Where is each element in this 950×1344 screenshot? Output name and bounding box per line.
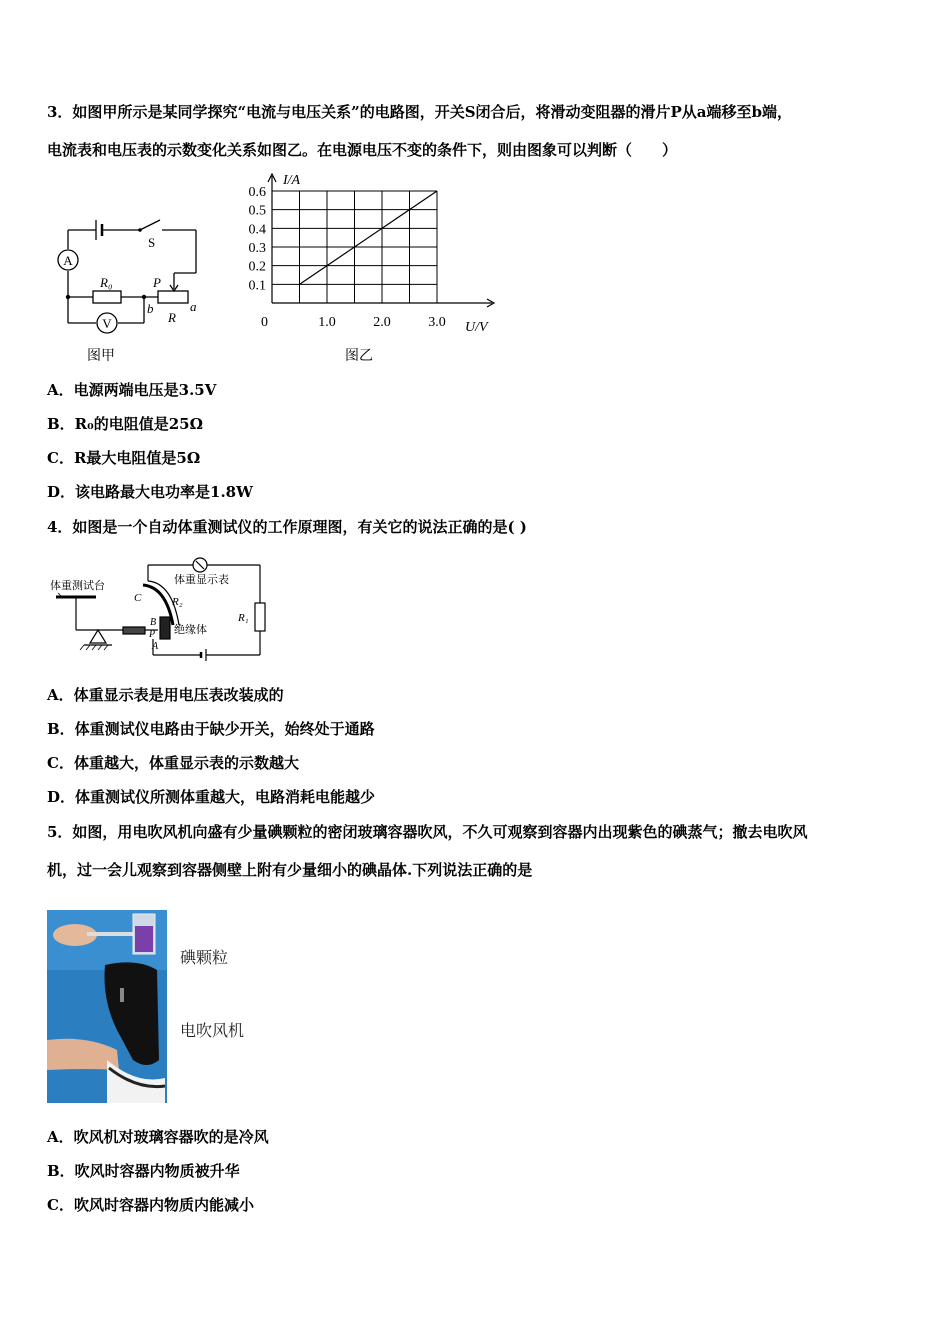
q3-stem-line2: 电流表和电压表的示数变化关系如图乙。在电源电压不变的条件下，则由图象可以判断（ ） [47, 141, 678, 159]
q3-option-c[interactable]: C．R最大电阻值是5Ω [47, 449, 201, 467]
q3-option-a[interactable]: A．电源两端电压是3.5V [47, 381, 217, 399]
r2-label: R₂ [172, 596, 183, 608]
q5-option-a[interactable]: A．吹风机对玻璃容器吹的是冷风 [47, 1128, 269, 1146]
q4-stem: 4．如图是一个自动体重测试仪的工作原理图，有关它的说法正确的是( ) [47, 518, 527, 536]
display-label: 体重显示表 [174, 574, 229, 586]
q5-stem-line1: 5．如图，用电吹风机向盛有少量碘颗粒的密闭玻璃容器吹风，不久可观察到容器内出现紫色的碘蒸气；撤去电吹风 [47, 823, 808, 841]
x-tick-label: 0 [261, 315, 268, 330]
x-tick-label: 3.0 [428, 315, 446, 330]
q3-iu-graph [235, 168, 500, 343]
voltmeter-label: V [102, 316, 112, 331]
fig-yi-caption: 图乙 [345, 348, 373, 364]
switch-label: S [148, 235, 156, 250]
y-tick-label: 0.6 [248, 185, 266, 200]
x-axis-label: U/V [465, 320, 488, 335]
q4-option-a[interactable]: A．体重显示表是用电压表改装成的 [47, 686, 284, 704]
q4-weight-scale-diagram [48, 555, 283, 667]
series-line [300, 191, 438, 284]
q3-circuit-diagram [48, 205, 218, 365]
q3-option-b[interactable]: B．R₀的电阻值是25Ω [47, 415, 203, 433]
q5-option-c[interactable]: C．吹风时容器内物质内能减小 [47, 1196, 254, 1214]
hairdryer-label: 电吹风机 [180, 1021, 245, 1040]
rheostat-label: R [168, 310, 176, 325]
y-axis-label: I/A [283, 173, 301, 188]
y-tick-label: 0.4 [248, 222, 266, 238]
r0-label: R₀ [100, 275, 113, 290]
y-tick-label: 0.5 [248, 203, 266, 219]
y-tick-label: 0.1 [248, 278, 266, 294]
point-a-label: A [152, 641, 159, 652]
r1-label: R₁ [238, 612, 249, 624]
end-b-label: b [147, 301, 154, 316]
point-b-label: B [150, 617, 157, 628]
r0-resistor [93, 291, 121, 303]
q5-hairdryer-photo [47, 910, 167, 1103]
q4-option-d[interactable]: D．体重测试仪所测体重越大，电路消耗电能越少 [47, 788, 376, 806]
y-tick-label: 0.2 [248, 259, 266, 275]
switch-blade [140, 220, 160, 230]
rheostat [158, 291, 188, 303]
point-c-label: C [134, 592, 142, 604]
point-p-label: P [149, 629, 156, 640]
x-tick-label: 2.0 [373, 315, 391, 330]
q3-stem-line1: 3．如图甲所示是某同学探究“电流与电压关系”的电路图，开关S闭合后，将滑动变阻器的滑片P从a端移至b端， [47, 103, 793, 121]
fig-jia-caption: 图甲 [87, 348, 115, 364]
q4-option-b[interactable]: B．体重测试仪电路由于缺少开关，始终处于通路 [47, 720, 375, 738]
q5-stem-line2: 机，过一会儿观察到容器侧壁上附有少量细小的碘晶体.下列说法正确的是 [47, 861, 533, 879]
iodine-label: 碘颗粒 [180, 948, 229, 967]
insulator-label: 绝缘体 [174, 624, 207, 636]
end-a-label: a [190, 299, 197, 314]
slider-label: P [153, 275, 161, 290]
x-tick-label: 1.0 [318, 315, 336, 330]
q3-option-d[interactable]: D．该电路最大电功率是1.8W [47, 483, 253, 501]
q4-option-c[interactable]: C．体重越大，体重显示表的示数越大 [47, 754, 299, 772]
q5-option-b[interactable]: B．吹风时容器内物质被升华 [47, 1162, 240, 1180]
platform-label: 体重测试台 [50, 580, 105, 592]
y-tick-label: 0.3 [248, 241, 266, 256]
ammeter-label: A [63, 253, 73, 268]
